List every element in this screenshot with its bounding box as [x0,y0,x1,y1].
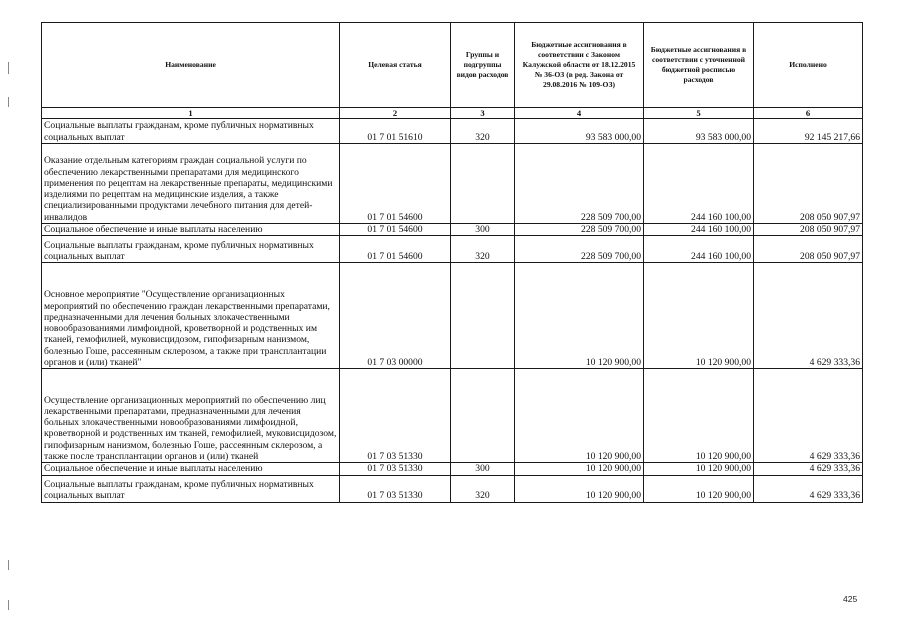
row-expense-group: 320 [451,119,515,144]
scan-mark [8,560,9,570]
row-budget-refined: 93 583 000,00 [644,119,754,144]
table-row [42,224,863,236]
column-number: 3 [451,108,515,119]
row-executed: 208 050 907,97 [754,224,863,236]
row-budget-refined: 10 120 900,00 [644,369,754,463]
row-target-article: 01 7 01 54600 [340,144,451,224]
column-number: 5 [644,108,754,119]
column-number: 4 [515,108,644,119]
row-budget-law: 10 120 900,00 [515,369,644,463]
row-expense-group: 300 [451,224,515,236]
column-number: 2 [340,108,451,119]
table-row [42,263,863,369]
table-row [42,144,863,224]
table-row [42,475,863,502]
row-budget-law: 10 120 900,00 [515,263,644,369]
row-name: Оказание отдельным категориям граждан социальной услуги по обеспечению лекарственными препаратами для медицинского применения по рецептам на лекарственные препараты, медицинскими изделиями по рецептам на медицинские изделия, а также специализированными продуктами лечебного питания для детей-инвалидов [42,144,340,224]
row-budget-law: 228 509 700,00 [515,236,644,263]
row-budget-refined: 10 120 900,00 [644,263,754,369]
row-expense-group [451,263,515,369]
header-budget-refined: Бюджетные ассигнования в соответствии с уточненной бюджетной росписью расходов [644,23,754,108]
scan-mark [8,62,9,74]
row-name: Социальные выплаты гражданам, кроме публичных нормативных социальных выплат [42,236,340,263]
row-budget-law: 93 583 000,00 [515,119,644,144]
row-budget-refined: 10 120 900,00 [644,463,754,475]
row-target-article: 01 7 03 51330 [340,463,451,475]
column-number: 1 [42,108,340,119]
row-name: Основное мероприятие "Осуществление организационных мероприятий по обеспечению граждан лекарственными препаратами, предназначенными для лечения больных злокачественными новообразованиями лимфоидной, кроветворной и родственных им тканей, гемофилией, муковисцидозом, гипофизарным нанизмом, болезнью Гоше, рассеянным склерозом, а также при трансплантации органов и (или) тканей" [42,263,340,369]
header-executed: Исполнено [754,23,863,108]
column-number: 6 [754,108,863,119]
row-budget-refined: 244 160 100,00 [644,224,754,236]
row-executed: 4 629 333,36 [754,263,863,369]
row-expense-group: 300 [451,463,515,475]
budget-table [41,22,863,503]
row-expense-group [451,369,515,463]
row-target-article: 01 7 01 54600 [340,224,451,236]
row-budget-law: 10 120 900,00 [515,463,644,475]
row-name: Социальное обеспечение и иные выплаты населению [42,463,340,475]
row-target-article: 01 7 03 51330 [340,369,451,463]
row-executed: 4 629 333,36 [754,463,863,475]
row-target-article: 01 7 03 00000 [340,263,451,369]
column-number-row [42,108,863,119]
row-target-article: 01 7 03 51330 [340,475,451,502]
header-expense-group: Группы и подгруппы видов расходов [451,23,515,108]
row-target-article: 01 7 01 54600 [340,236,451,263]
row-executed: 4 629 333,36 [754,475,863,502]
row-budget-law: 228 509 700,00 [515,224,644,236]
table-row [42,119,863,144]
row-budget-law: 228 509 700,00 [515,144,644,224]
row-name: Социальное обеспечение и иные выплаты населению [42,224,340,236]
header-target-article: Целевая статья [340,23,451,108]
scan-mark [8,97,9,107]
table-row [42,369,863,463]
row-expense-group: 320 [451,475,515,502]
header-budget-law: Бюджетные ассигнования в соответствии с Законом Калужской области от 18.12.2015 № 36-ОЗ (в ред. Закона от 29.08.2016 № 109-ОЗ) [515,23,644,108]
row-target-article: 01 7 01 51610 [340,119,451,144]
row-expense-group: 320 [451,236,515,263]
row-name: Осуществление организационных мероприятий по обеспечению лиц лекарственными препаратами, предназначенными для лечения больных злокачественными новообразованиями лимфоидной, кроветворной и родственных им тканей, гемофилией, муковисцидозом, гипофизарным нанизмом, болезнью Гоше, рассеянным склерозом, а также после трансплантации органов и (или) тканей [42,369,340,463]
row-expense-group [451,144,515,224]
row-budget-refined: 244 160 100,00 [644,144,754,224]
row-budget-refined: 10 120 900,00 [644,475,754,502]
row-executed: 4 629 333,36 [754,369,863,463]
row-executed: 208 050 907,97 [754,144,863,224]
row-name: Социальные выплаты гражданам, кроме публичных нормативных социальных выплат [42,475,340,502]
row-budget-law: 10 120 900,00 [515,475,644,502]
header-name: Наименование [42,23,340,108]
row-executed: 208 050 907,97 [754,236,863,263]
row-budget-refined: 244 160 100,00 [644,236,754,263]
table-row [42,236,863,263]
header-row [42,23,863,108]
table-row [42,463,863,475]
row-executed: 92 145 217,66 [754,119,863,144]
page-number: 425 [843,594,858,604]
scan-mark [8,600,9,610]
row-name: Социальные выплаты гражданам, кроме публичных нормативных социальных выплат [42,119,340,144]
